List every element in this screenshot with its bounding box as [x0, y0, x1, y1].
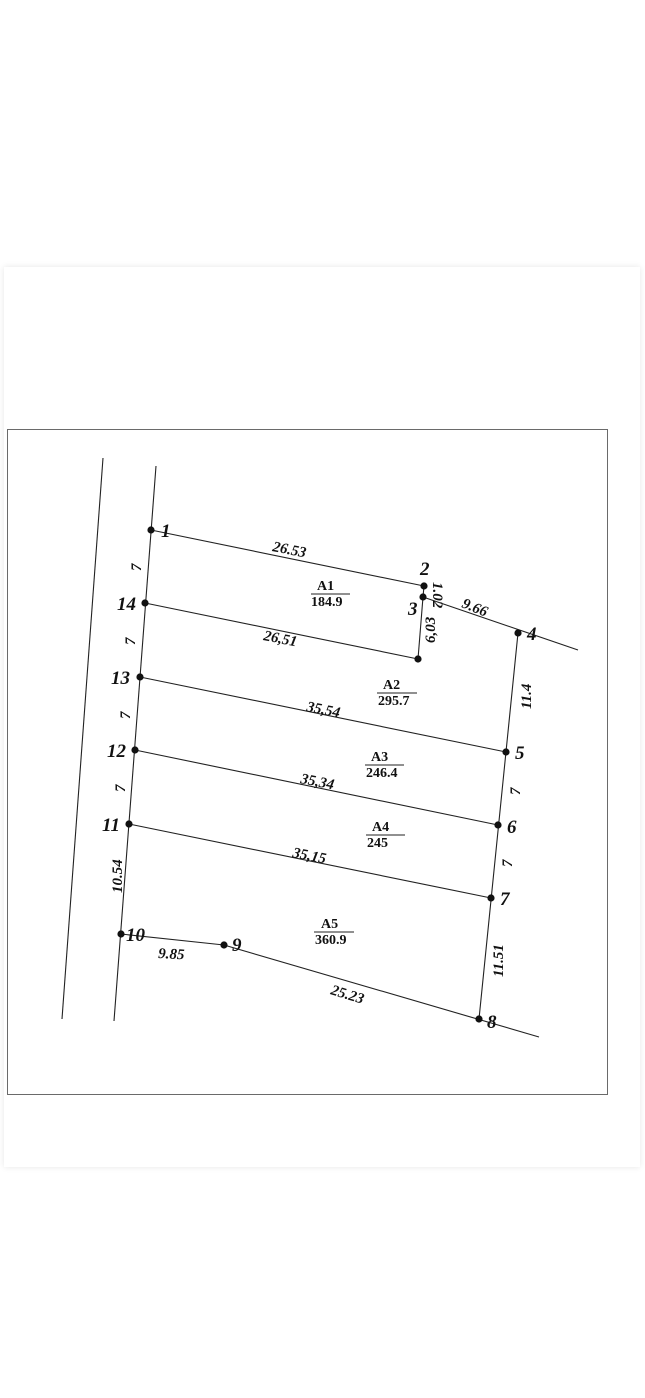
area-value: 245 [367, 836, 388, 851]
point-label-1: 1 [161, 521, 171, 542]
area-name: A4 [372, 820, 390, 835]
dim-1-14: 7 [129, 563, 145, 571]
point-label-13: 13 [111, 668, 130, 689]
point-marker [420, 582, 427, 589]
dim-5-6: 7 [508, 787, 524, 795]
dim-9-8: 25.23 [328, 982, 366, 1008]
point-marker [414, 655, 421, 662]
point-marker [475, 1015, 482, 1022]
point-marker [514, 629, 521, 636]
point-marker [136, 673, 143, 680]
dim-12-6: 35,34 [299, 771, 336, 794]
point-marker [494, 821, 501, 828]
dim-7-8: 11.51 [491, 944, 507, 977]
point-label-8: 8 [487, 1012, 497, 1033]
dim-6-7: 7 [500, 859, 516, 867]
dim-4-5: 11.4 [519, 683, 535, 709]
point-marker [419, 593, 426, 600]
dim-13-12: 7 [118, 711, 134, 719]
dim-13-5: 35,54 [305, 699, 342, 722]
point-label-7: 7 [500, 889, 510, 910]
road-edge-line [62, 458, 103, 1019]
area-value: 295.7 [378, 694, 410, 709]
dim-3-4: 9.66 [459, 595, 490, 621]
area-name: A1 [317, 579, 335, 594]
area-label-a1 [311, 579, 350, 610]
dim-11-7: 35,15 [291, 845, 328, 868]
point-marker [487, 894, 494, 901]
point-marker [117, 930, 124, 937]
dim-14-13: 7 [123, 637, 139, 645]
point-label-3: 3 [408, 599, 418, 620]
area-labels [311, 579, 417, 948]
area-label-a4 [366, 820, 405, 851]
point-marker [220, 941, 227, 948]
point-marker [147, 526, 154, 533]
point-marker [502, 748, 509, 755]
dim-11-10: 10.54 [110, 859, 126, 893]
area-value: 246.4 [366, 766, 398, 781]
area-value: 184.9 [311, 595, 343, 610]
dim-12-11: 7 [113, 784, 129, 792]
area-value: 360.9 [315, 933, 347, 948]
point-label-10: 10 [126, 925, 145, 946]
dim-10-9: 9.85 [157, 946, 185, 964]
point-label-12: 12 [107, 741, 126, 762]
point-label-5: 5 [515, 743, 525, 764]
area-label-a2 [377, 678, 417, 709]
area-name: A2 [383, 678, 401, 693]
point-label-6: 6 [507, 817, 517, 838]
area-label-a3 [365, 750, 404, 781]
point-label-11: 11 [102, 815, 120, 836]
area-name: A5 [321, 917, 339, 932]
point-label-4: 4 [527, 624, 537, 645]
dim-14-3: 26,51 [262, 628, 299, 651]
point-label-9: 9 [232, 935, 242, 956]
dim-2-3: 1.02 [429, 582, 445, 609]
dim-1-2: 26.53 [271, 539, 308, 562]
point-marker [131, 746, 138, 753]
point-marker [125, 820, 132, 827]
area-label-a5 [314, 917, 354, 948]
dim-3-down: 6,03 [423, 616, 439, 643]
point-marker [141, 599, 148, 606]
point-label-2: 2 [420, 559, 430, 580]
area-name: A3 [371, 750, 389, 765]
point-label-14: 14 [117, 594, 136, 615]
